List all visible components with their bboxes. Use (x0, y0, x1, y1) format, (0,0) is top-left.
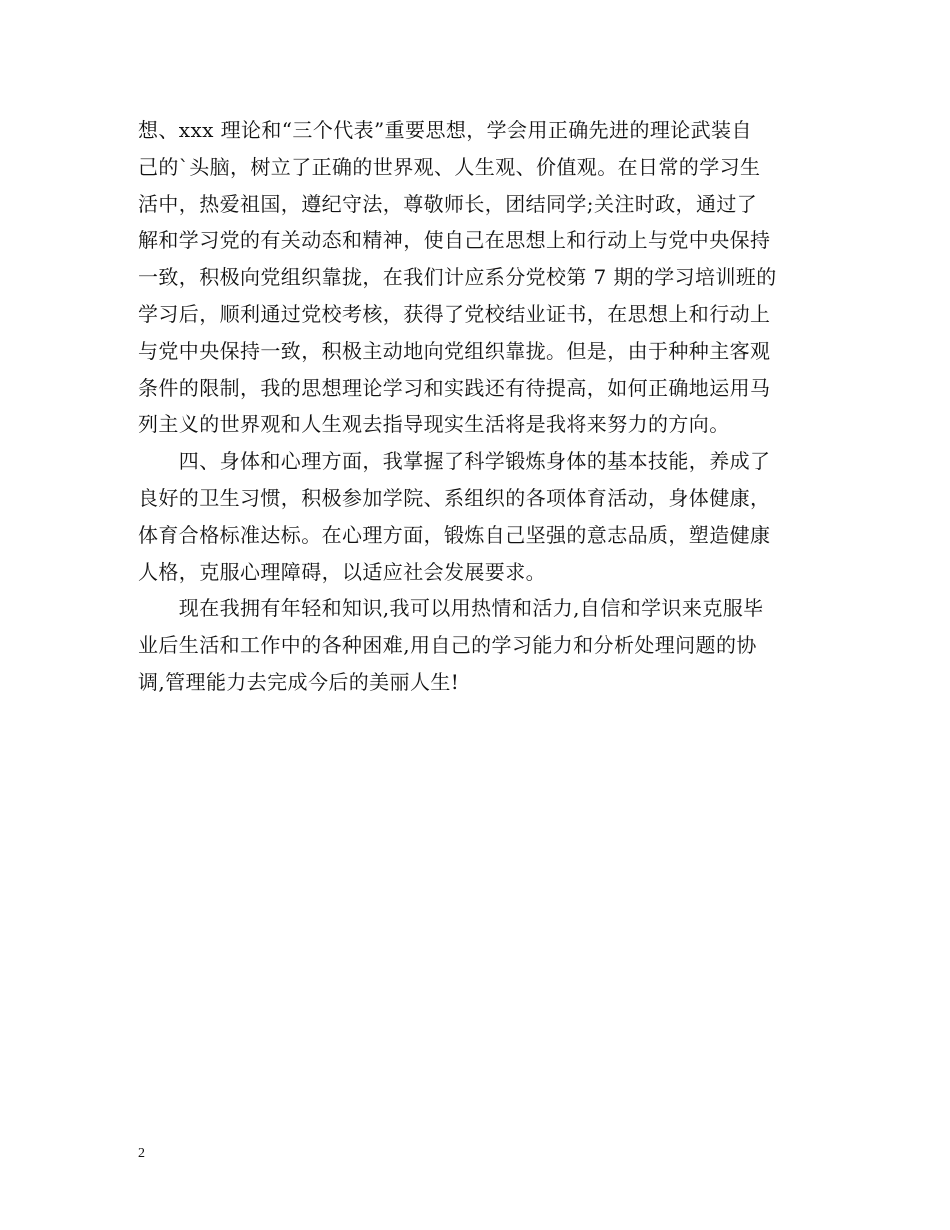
text-line: 调,管理能力去完成今后的美丽人生! (138, 669, 460, 694)
text-line: 学习后，顺利通过党校考核，获得了党校结业证书，在思想上和行动上 (138, 301, 771, 326)
text-line: 业后生活和工作中的各种困难,用自己的学习能力和分析处理问题的协 (138, 633, 757, 658)
text-line: 人格，克服心理障碍，以适应社会发展要求。 (138, 559, 546, 584)
text-line: 己的`头脑，树立了正确的世界观、人生观、价值观。在日常的学习生 (138, 154, 761, 179)
body-text (138, 112, 814, 701)
text-line: 列主义的世界观和人生观去指导现实生活将是我将来努力的方向。 (138, 412, 730, 437)
text-line: 想、xxx 理论和“三个代表”重要思想，学会用正确先进的理论武装自 (138, 118, 752, 142)
page-number: 2 (138, 1146, 145, 1161)
text-line: 一致，积极向党组织靠拢，在我们计应系分党校第 7 期的学习培训班的 (138, 265, 777, 290)
text-line: 四、身体和心理方面，我掌握了科学锻炼身体的基本技能，养成了 (138, 449, 771, 474)
text-line: 与党中央保持一致，积极主动地向党组织靠拢。但是，由于种种主客观 (138, 338, 771, 363)
text-line: 活中，热爱祖国，遵纪守法，尊敬师长，团结同学;关注时政，通过了 (138, 191, 758, 216)
text-line: 现在我拥有年轻和知识,我可以用热情和活力,自信和学识来克服毕 (138, 596, 764, 621)
text-line: 良好的卫生习惯，积极参加学院、系组织的各项体育活动，身体健康， (138, 485, 771, 510)
text-line: 解和学习党的有关动态和精神，使自己在思想上和行动上与党中央保持 (138, 228, 771, 253)
text-line: 体育合格标准达标。在心理方面，锻炼自己坚强的意志品质，塑造健康 (138, 522, 771, 547)
text-line: 条件的限制，我的思想理论学习和实践还有待提高，如何正确地运用马 (138, 375, 771, 400)
